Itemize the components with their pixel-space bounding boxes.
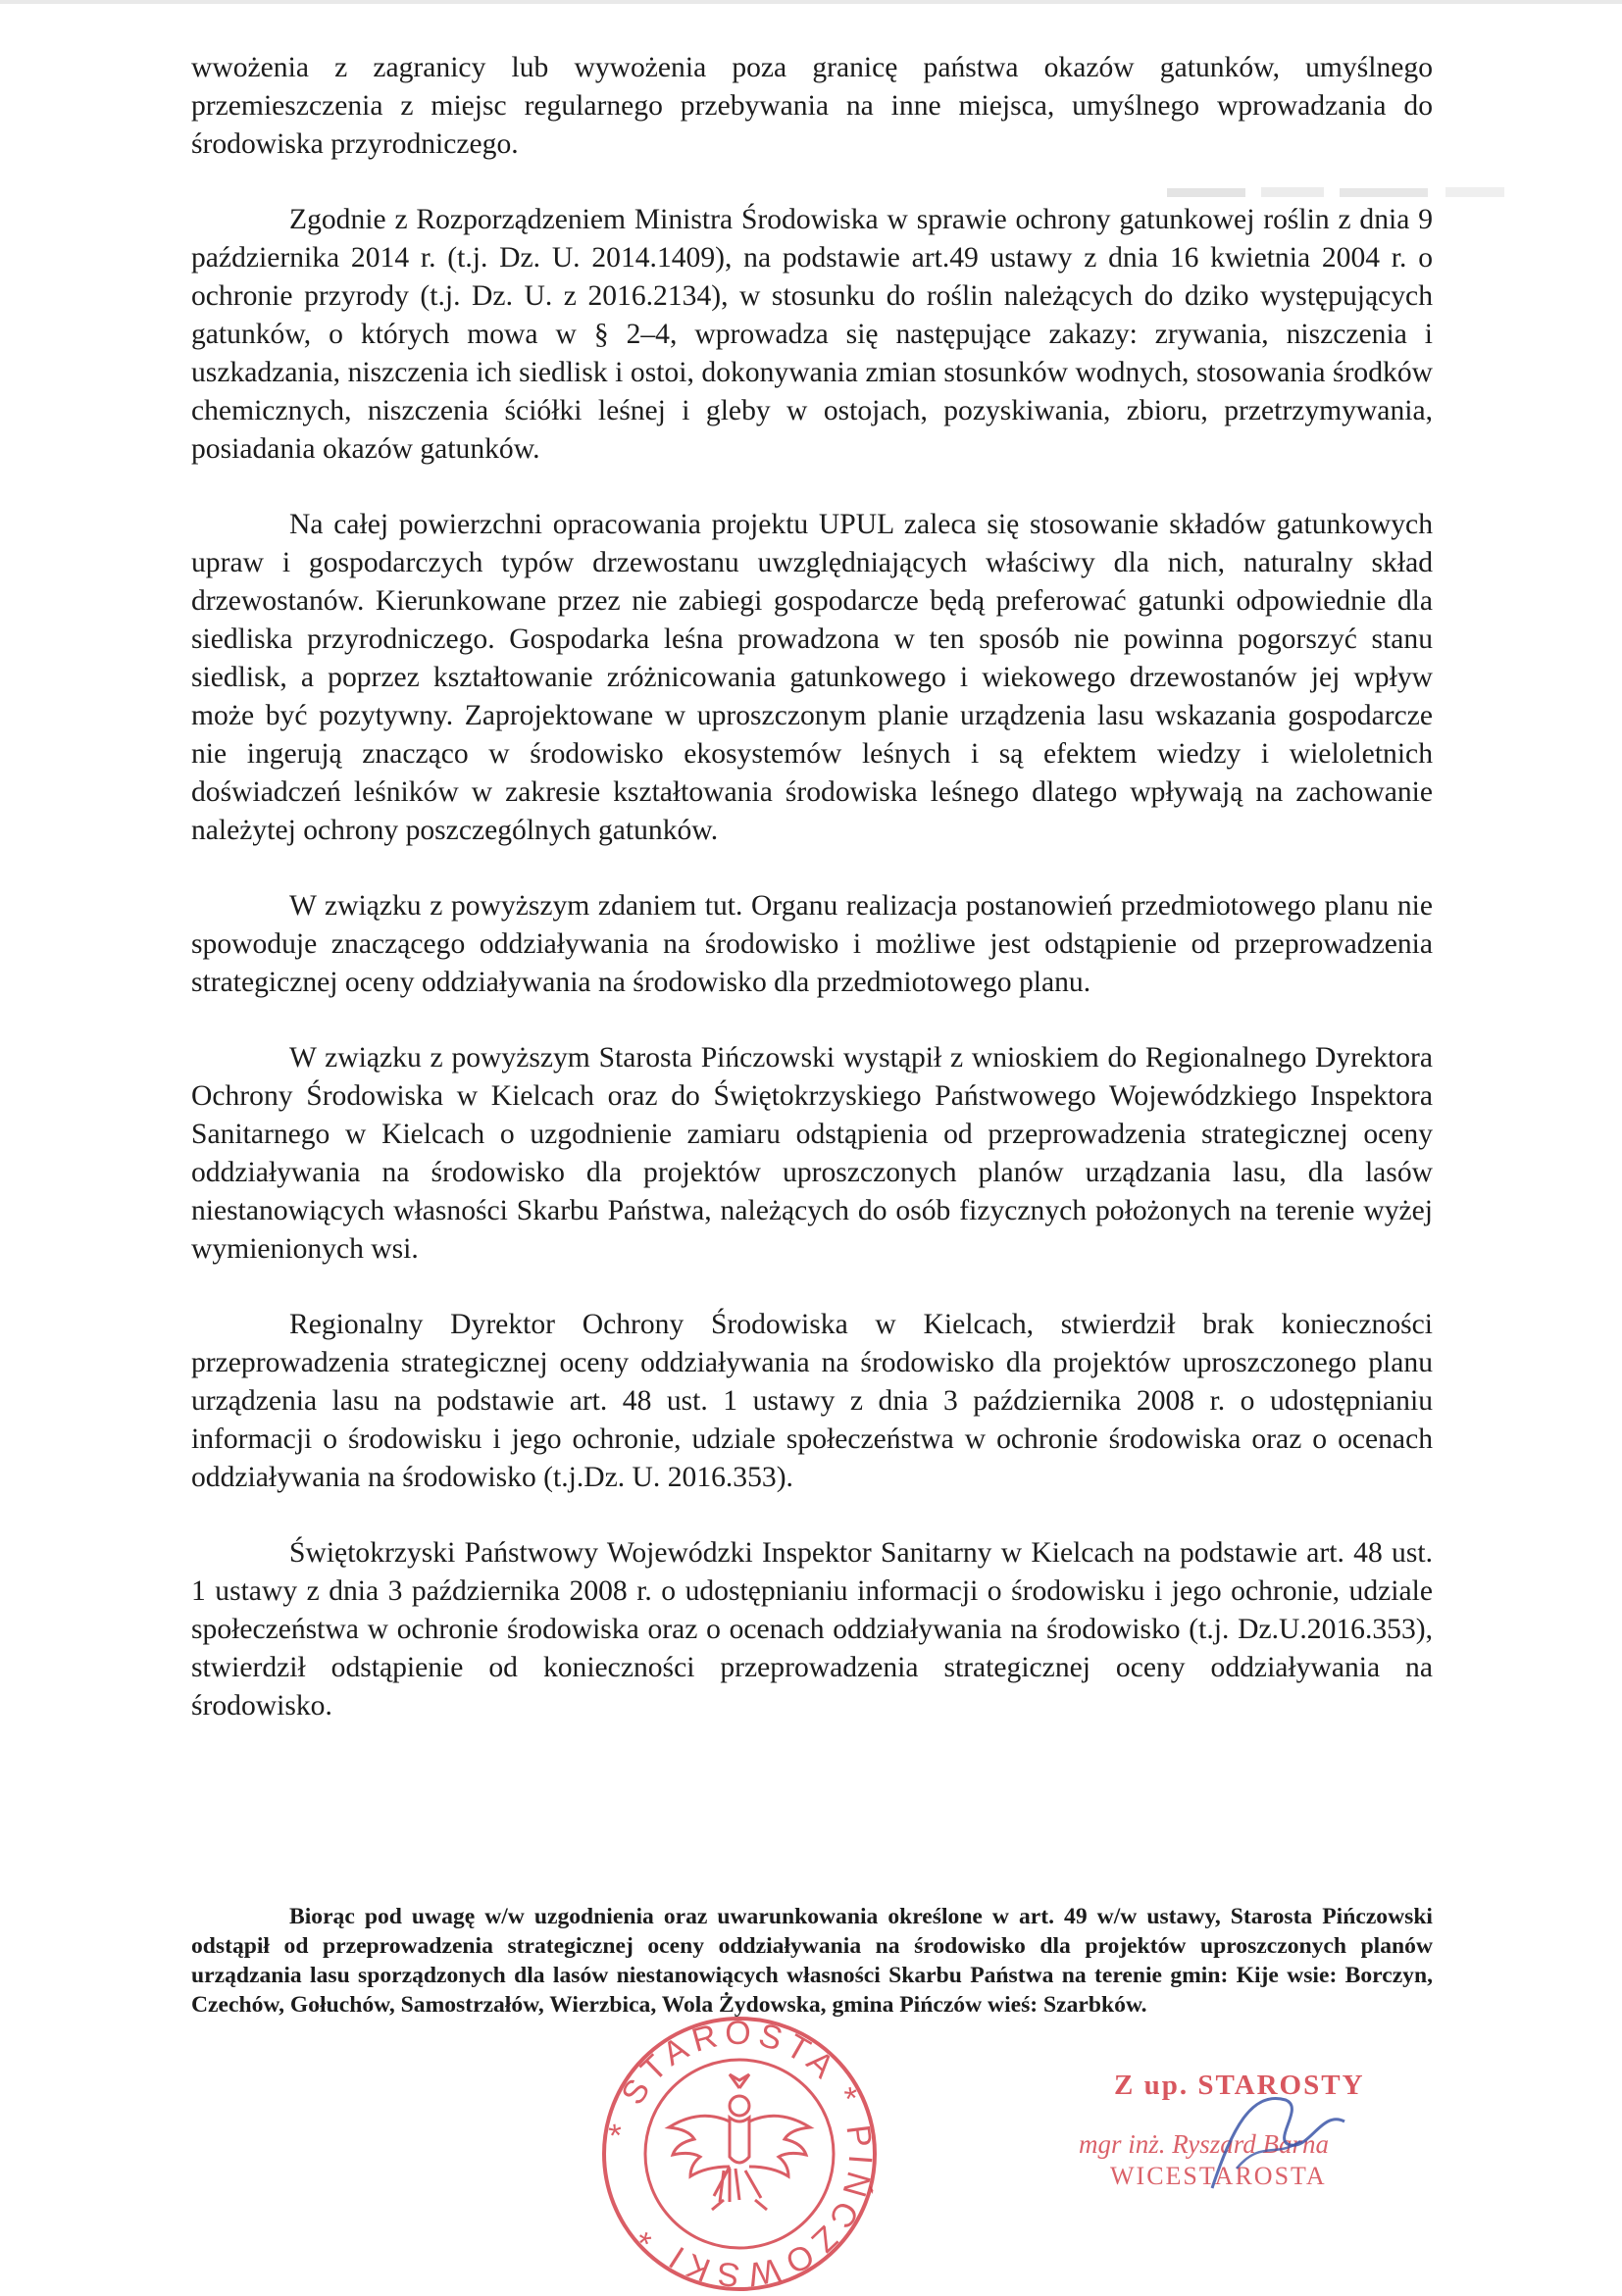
svg-text:mgr inż. Ryszard Barna: mgr inż. Ryszard Barna [1079,2129,1330,2159]
paragraph-6: Regionalny Dyrektor Ochrony Środowiska w Kielcach, stwierdził brak konieczności przeprowadzenia strategicznej oceny oddziaływania na środowisko dla projektów uproszczonego planu urządzenia lasu na podstawie art. 48 ust. 1 ustawy z dnia 3 października 2008 r. o udostępnianiu informacji o środowisku i jego ochronie, udziale społeczeństwa w ochronie środowiska oraz o ocenach oddziaływania na środowisko (t.j.Dz. U. 2016.353). [191,1309,1433,1493]
conclusion-paragraph: Biorąc pod uwagę w/w uzgodnienia oraz uwarunkowania określone w art. 49 w/w ustawy, Starosta Pińczowski odstąpił od przeprowadzenia strategicznej oceny oddziaływania na środowisko dla projektów uproszczonych planów urządzania lasu sporządzonych dla lasów niestanowiących własności Skarbu Państwa na terenie gmin: Kije wsie: Borczyn, Czechów, Gołuchów, Samostrzałów, Wierzbica, Wola Żydowska, gmina Pińczów wieś: Szarbków. [191,1904,1433,2018]
official-seal-stamp [586,2012,892,2296]
svg-text:* STAROSTA * PIŃCZOWSKI *: * STAROSTA * PIŃCZOWSKI * [601,2014,880,2295]
paragraph-2: Zgodnie z Rozporządzeniem Ministra Środowiska w sprawie ochrony gatunkowej roślin z dnia 9 października 2014 r. (t.j. Dz. U. 2014.1409), na podstawie art.49 ustawy z dnia 16 kwietnia 2004 r. o ochronie przyrody (t.j. Dz. U. z 2016.2134), w stosunku do roślin należących do dziko występujących gatunków, o których mowa w § 2–4, wprowadza się następujące zakazy: zrywania, niszczenia i uszkadzania, niszczenia ich siedlisk i ostoi, dokonywania zmian stosunków wodnych, stosowania środków chemicznych, niszczenia ściółki leśnej i gleby w ostojach, pozyskiwania, zbioru, przetrzymywania, posiadania okazów gatunków. [191,204,1433,465]
svg-text:Z up. STAROSTY: Z up. STAROSTY [1114,2071,1365,2101]
paragraph-4: W związku z powyższym zdaniem tut. Organu realizacja postanowień przedmiotowego planu nie spowoduje znaczącego oddziaływania na środowisko i możliwe jest odstąpienie od przeprowadzenia strategicznej oceny oddziaływania na środowisko dla przedmiotowego planu. [191,890,1433,998]
paragraph-1: wwożenia z zagranicy lub wywożenia poza granicę państwa okazów gatunków, umyślnego przemieszczenia z miejsc regularnego przebywania na inne miejsca, umyślnego wprowadzania do środowiska przyrodniczego. [191,52,1433,160]
paragraph-3: Na całej powierzchni opracowania projektu UPUL zaleca się stosowanie składów gatunkowych upraw i gospodarczych typów drzewostanu uwzględniających właściwy dla nich, naturalny skład drzewostanów. Kierunkowane przez nie zabiegi gospodarcze będą preferować gatunki odpowiednie dla siedliska przyrodniczego. Gospodarka leśna prowadzona w ten sposób nie powinna pogorszyć stanu siedlisk, a poprzez kształtowanie zróżnicowania gatunkowego i wiekowego drzewostanów jej wpływ może być pozytywny. Zaprojektowane w uproszczonym planie urządzenia lasu wskazania gospodarcze nie ingerują znacząco w środowisko ekosystemów leśnych i są efektem wiedzy i wieloletnich doświadczeń leśników w zakresie kształtowania środowiska leśnego dlatego wpływają na zachowanie należytej ochrony poszczególnych gatunków. [191,509,1433,846]
svg-text:WICESTAROSTA: WICESTAROSTA [1110,2162,1327,2190]
eagle-emblem-icon [669,2074,810,2210]
paragraph-5: W związku z powyższym Starosta Pińczowski wystąpił z wnioskiem do Regionalnego Dyrektora Ochrony Środowiska w Kielcach oraz do Świętokrzyskiego Państwowego Wojewódzkiego Inspektora Sanitarnego w Kielcach o uzgodnienie zamiaru odstąpienia od przeprowadzenia strategicznej oceny oddziaływania na środowisko dla projektów uproszczonych planów urządzania lasu, dla lasów niestanowiących własności Skarbu Państwa, należących do osób fizycznych położonych na terenie wyżej wymienionych wsi. [191,1042,1433,1265]
document-body [191,49,1433,1763]
paragraph-7: Świętokrzyski Państwowy Wojewódzki Inspektor Sanitarny w Kielcach na podstawie art. 48 ust. 1 ustawy z dnia 3 października 2008 r. o udostępnianiu informacji o środowisku i jego ochronie, udziale społeczeństwa w ochronie środowiska oraz o ocenach oddziaływania na środowisko (t.j. Dz.U.2016.353), stwierdził odstąpienie od konieczności przeprowadzenia strategicznej oceny oddziaływania na środowisko. [191,1537,1433,1722]
signature-stamp [1065,2071,1418,2198]
scan-top-edge [0,0,1622,4]
